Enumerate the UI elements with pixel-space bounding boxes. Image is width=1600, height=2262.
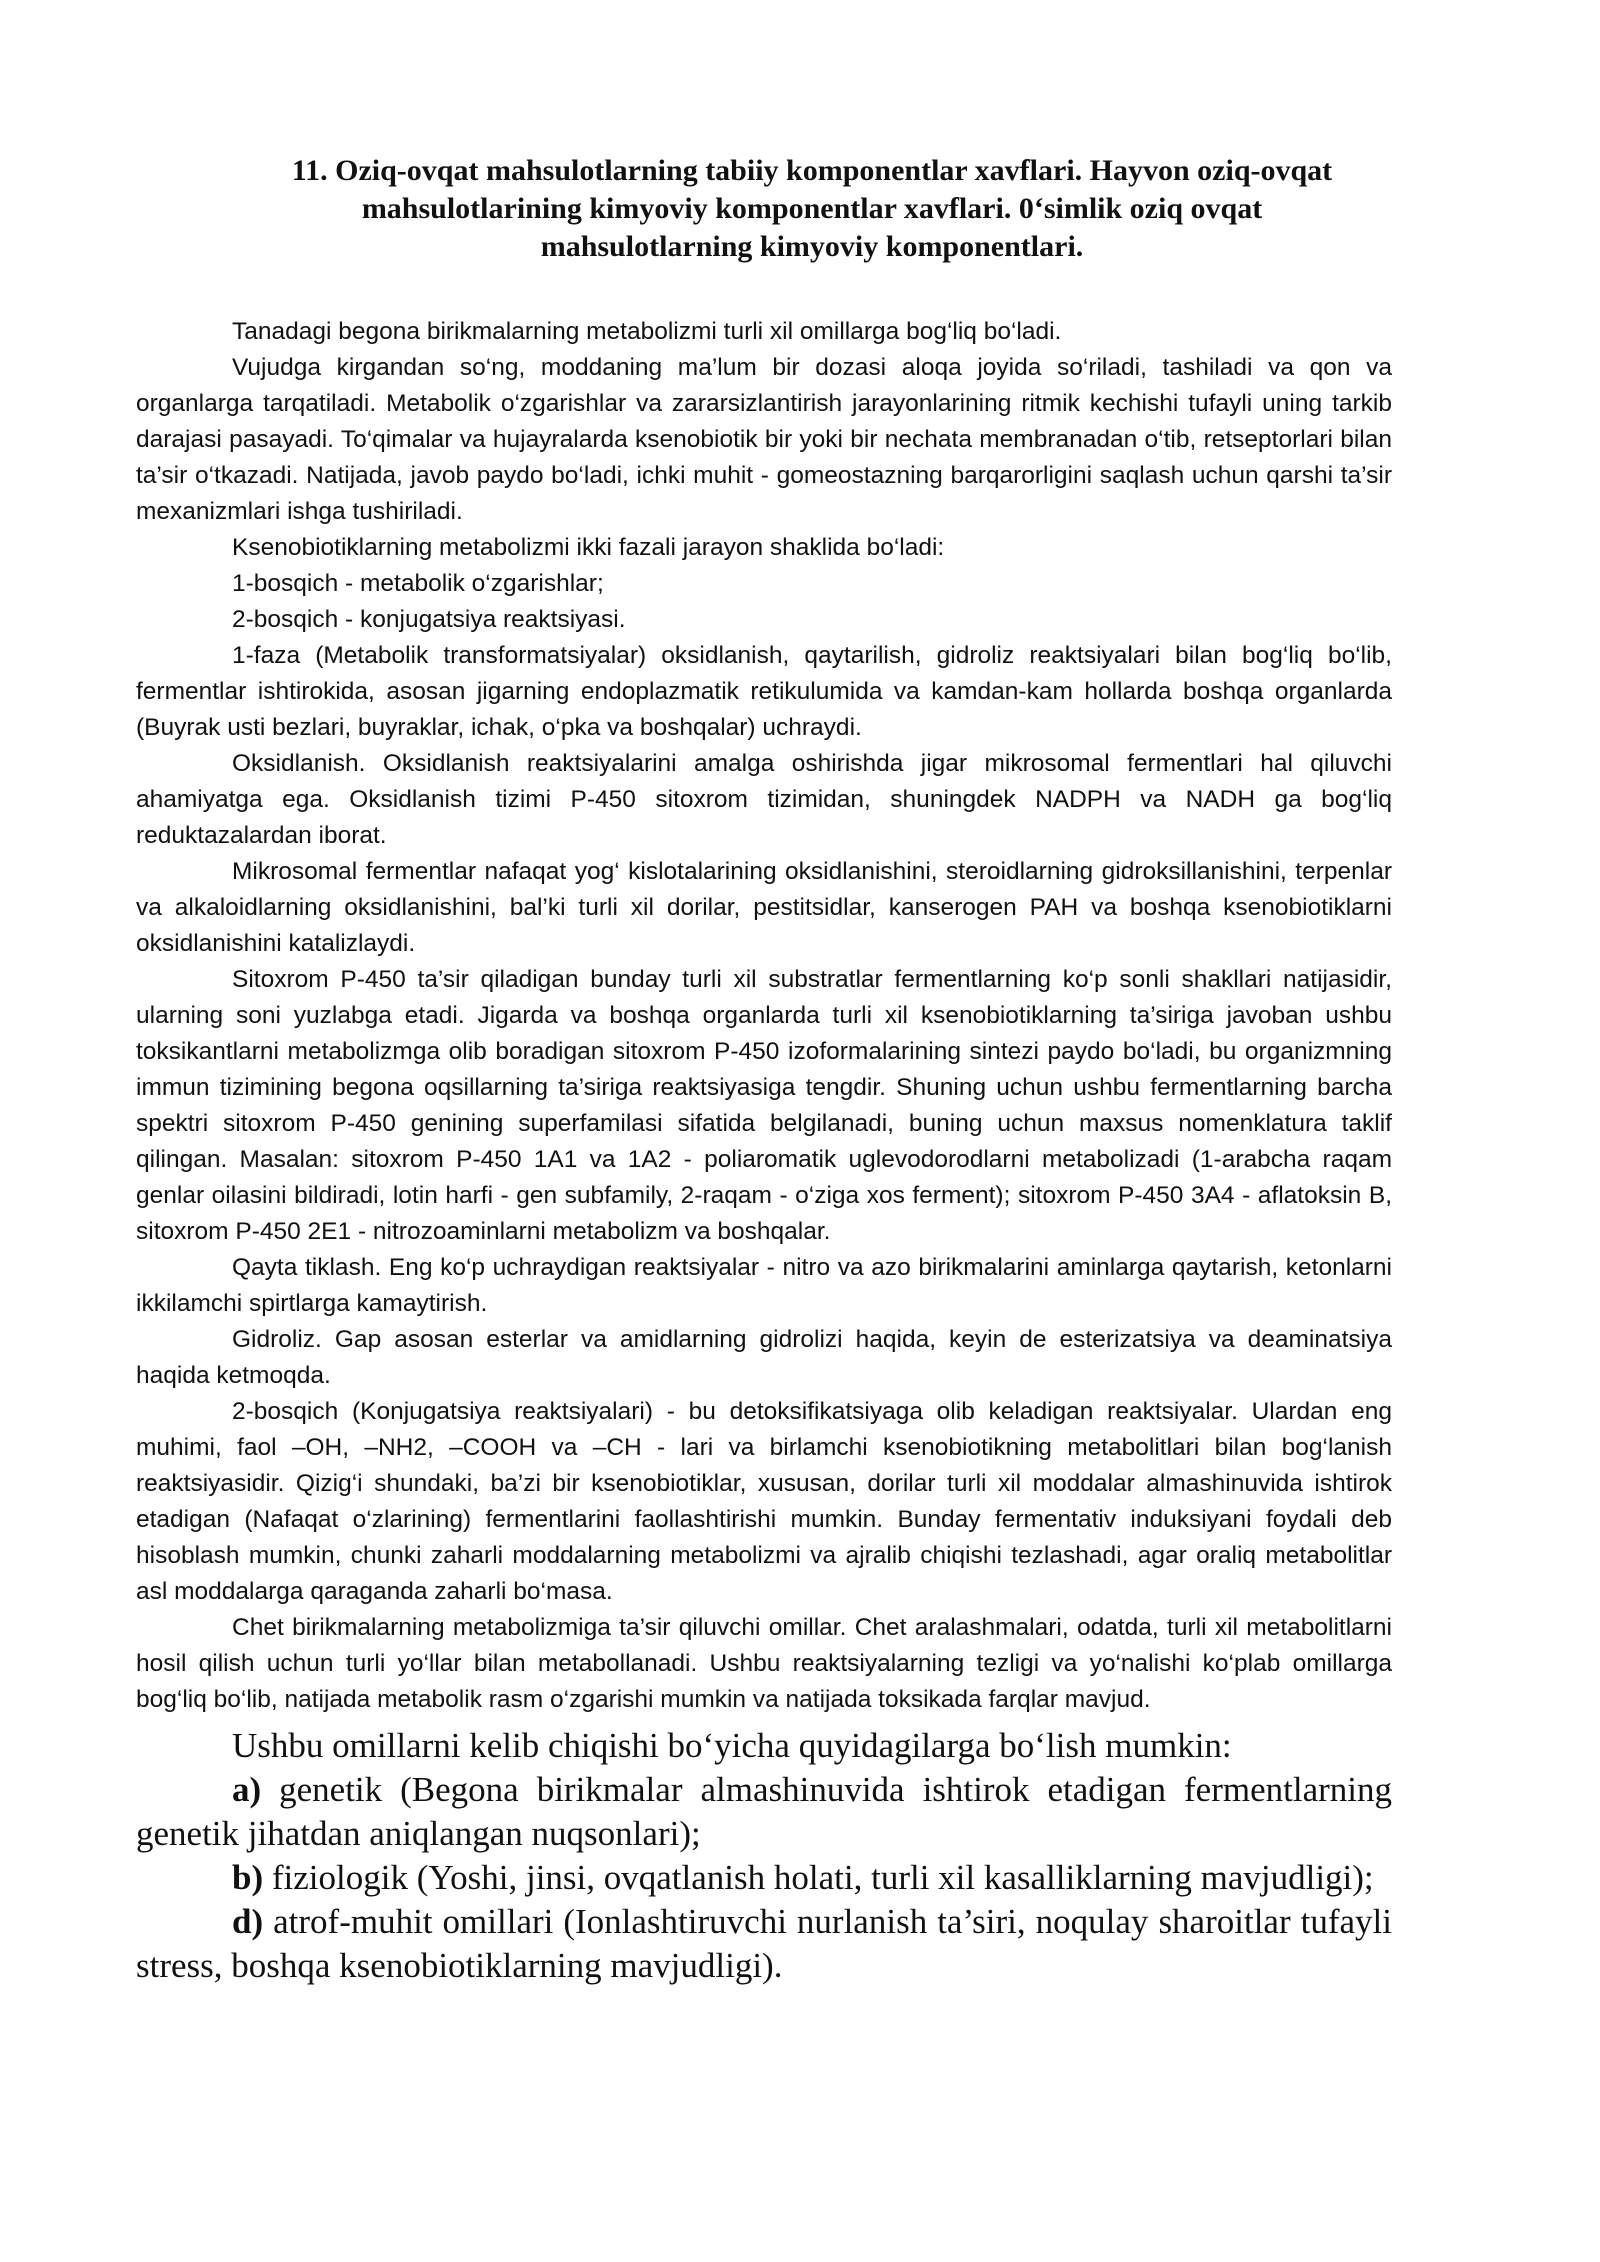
- body-text: [136, 314, 1488, 1718]
- paragraph: Sitoxrom P-450 ta’sir qiladigan bunday turli xil substratlar fermentlarning ko‘p sonli shakllari natijasidir, ularning soni yuzlabga etadi. Jigarda va boshqa organlarda turli xil ksenobiotiklarning ta’siriga javoban ushbu toksikantlarni metabolizmga olib boradigan sitoxrom P-450 izoformalarining sintezi paydo bo‘ladi, bu organizmning immun tizimining begona oqsillarning ta’siriga reaktsiyasiga tengdir. Shuning uchun ushbu fermentlarning barcha spektri sitoxrom P-450 genining superfamilasi sifatida belgilanadi, buning uchun maxsus nomenklatura taklif qilingan. Masalan: sitoxrom P-450 1A1 va 1A2 - poliaromatik uglevodorodlarni metabolizadi (1-arabcha raqam genlar oilasini bildiradi, lotin harfi - gen subfamily, 2-raqam - o‘ziga xos ferment); sitoxrom P-450 3A4 - aflatoksin B, sitoxrom P-450 2E1 - nitrozoaminlarni metabolizm va boshqalar.: [136, 966, 1392, 1245]
- paragraph: Oksidlanish. Oksidlanish reaktsiyalarini amalga oshirishda jigar mikrosomal fermentlari hal qiluvchi ahamiyatga ega. Oksidlanish tizimi P-450 sitoxrom tizimidan, shuningdek NADPH va NADH ga bog‘liq reduktazalardan iborat.: [136, 750, 1392, 849]
- factor-text: genetik (Begona birikmalar almashinuvida ishtirok etadigan fermentlarning genetik jihatdan aniqlangan nuqsonlari);: [136, 1770, 1392, 1853]
- paragraph: 2-bosqich - konjugatsiya reaktsiyasi.: [232, 606, 626, 633]
- factor-marker: d): [232, 1902, 264, 1941]
- factor-item: [136, 1768, 1392, 1856]
- factor-text: fiziologik (Yoshi, jinsi, ovqatlanish holati, turli xil kasalliklarning mavjudligi);: [263, 1858, 1374, 1897]
- paragraph: Tanadagi begona birikmalarning metabolizmi turli xil omillarga bog‘liq bo‘ladi.: [232, 318, 1062, 345]
- factor-text: atrof-muhit omillari (Ionlashtiruvchi nurlanish ta’siri, noqulay sharoitlar tufayli stress, boshqa ksenobiotiklarning mavjudligi).: [136, 1902, 1392, 1985]
- paragraph: Ksenobiotiklarning metabolizmi ikki fazali jarayon shaklida bo‘ladi:: [232, 534, 945, 561]
- paragraph: Vujudga kirgandan so‘ng, moddaning ma’lum bir dozasi aloqa joyida so‘riladi, tashiladi va qon va organlarga tarqatiladi. Metabolik o‘zgarishlar va zararsizlantirish jarayonlarining ritmik kechishi tufayli uning tarkib darajasi pasayadi. To‘qimalar va hujayralarda ksenobiotik bir yoki bir nechata membranadan o‘tib, retseptorlari bilan ta’sir o‘tkazadi. Natijada, javob paydo bo‘ladi, ichki muhit - gomeostazning barqarorligini saqlash uchun qarshi ta’sir mexanizmlari ishga tushiriladi.: [136, 354, 1392, 525]
- factor-item: [136, 1900, 1392, 1988]
- paragraph: 1-bosqich - metabolik o‘zgarishlar;: [232, 570, 604, 597]
- document-title: 11. Oziq-ovqat mahsulotlarning tabiiy komponentlar xavflari. Hayvon oziq-ovqat mahsulotlarining kimyoviy komponentlar xavflari. 0‘simlik oziq ovqat mahsulotlarning kimyoviy komponentlari.: [291, 154, 1333, 263]
- factor-marker: a): [232, 1770, 262, 1809]
- factors-intro: Ushbu omillarni kelib chiqishi bo‘yicha quyidagilarga bo‘lish mumkin:: [232, 1726, 1232, 1765]
- factor-item: [136, 1856, 1392, 1900]
- factor-marker: b): [232, 1858, 264, 1897]
- paragraph: 1-faza (Metabolik transformatsiyalar) oksidlanish, qaytarilish, gidroliz reaktsiyalari bilan bog‘liq bo‘lib, fermentlar ishtirokida, asosan jigarning endoplazmatik retikulumida va kamdan-kam hollarda boshqa organlarda (Buyrak usti bezlari, buyraklar, ichak, o‘pka va boshqalar) uchraydi.: [136, 642, 1392, 741]
- paragraph: Chet birikmalarning metabolizmiga ta’sir qiluvchi omillar. Chet aralashmalari, odatda, turli xil metabolitlarni hosil qilish uchun turli yo‘llar bilan metabollanadi. Ushbu reaktsiyalarning tezligi va yo‘nalishi ko‘plab omillarga bog‘liq bo‘lib, natijada metabolik rasm o‘zgarishi mumkin va natijada toksikada farqlar mavjud.: [136, 1614, 1392, 1713]
- factors-section: [136, 1724, 1488, 1988]
- paragraph: Gidroliz. Gap asosan esterlar va amidlarning gidrolizi haqida, keyin de esterizatsiya va deaminatsiya haqida ketmoqda.: [136, 1326, 1392, 1389]
- paragraph: Mikrosomal fermentlar nafaqat yog‘ kislotalarining oksidlanishini, steroidlarning gidroksillanishini, terpenlar va alkaloidlarning oksidlanishini, bal’ki turli xil dorilar, pestitsidlar, kanserogen PAH va boshqa ksenobiotiklarni oksidlanishini katalizlaydi.: [136, 858, 1392, 957]
- paragraph: 2-bosqich (Konjugatsiya reaktsiyalari) - bu detoksifikatsiyaga olib keladigan reaktsiyalar. Ulardan eng muhimi, faol –OH, –NH2, –COOH va –CH - lari va birlamchi ksenobiotikning metabolitlari bilan bog‘lanish reaktsiyasidir. Qizig‘i shundaki, ba’zi bir ksenobiotiklar, xususan, dorilar turli xil moddalar almashinuvida ishtirok etadigan (Nafaqat o‘zlarining) fermentlarini faollashtirishi mumkin. Bunday fermentativ induksiyani foydali deb hisoblash mumkin, chunki zaharli moddalarning metabolizmi va ajralib chiqishi tezlashadi, agar oraliq metabolitlar asl moddalarga qaraganda zaharli bo‘masa.: [136, 1398, 1392, 1605]
- paragraph: Qayta tiklash. Eng ko‘p uchraydigan reaktsiyalar - nitro va azo birikmalarini aminlarga qaytarish, ketonlarni ikkilamchi spirtlarga kamaytirish.: [136, 1254, 1392, 1317]
